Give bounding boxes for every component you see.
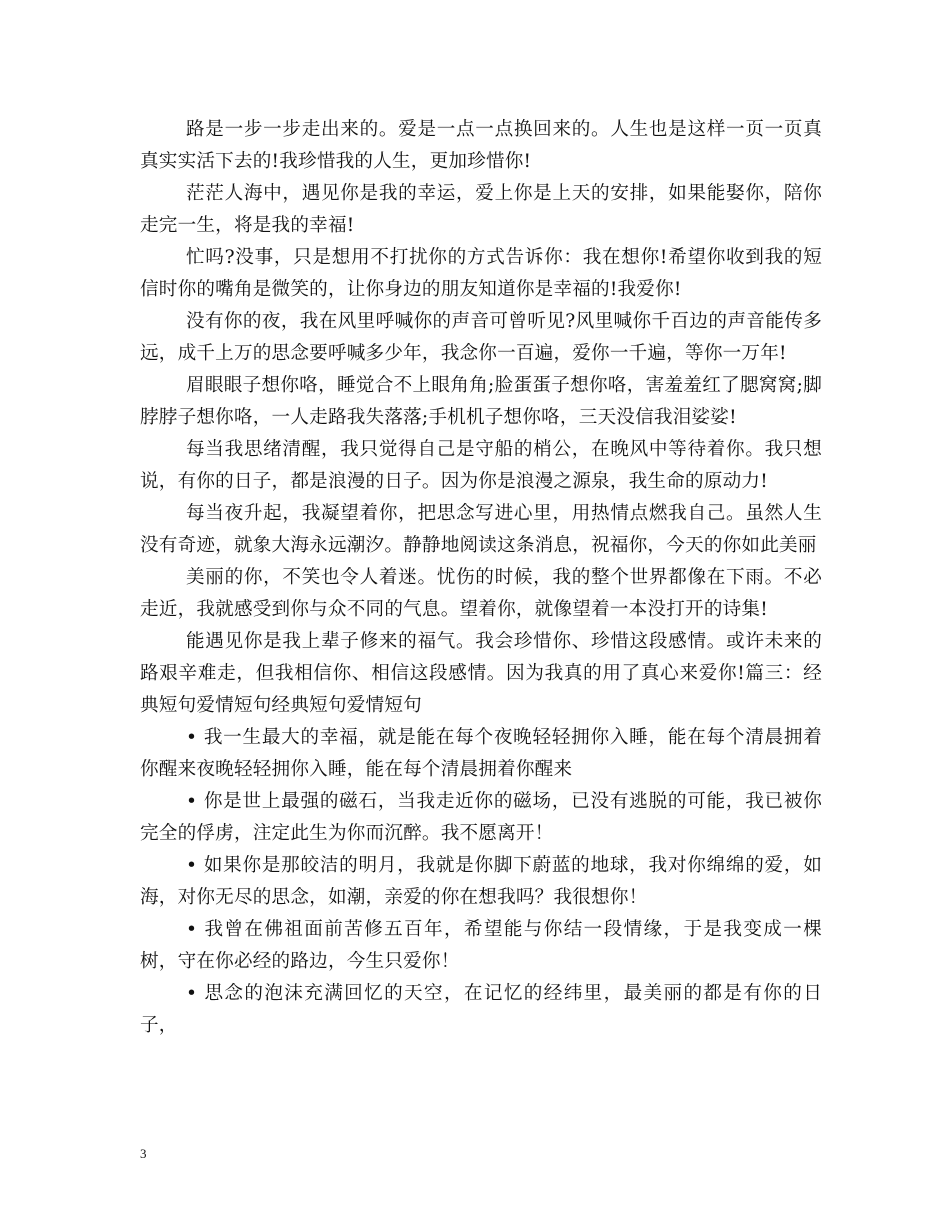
paragraph: 美丽的你，不笑也令人着迷。忧伤的时候，我的整个世界都像在下雨。不必走近，我就感受到你与众不同的气息。望着你，就像望着一本没打开的诗集! (140, 567, 822, 620)
paragraph: 每当夜升起，我凝望着你，把思念写进心里，用热情点燃我自己。虽然人生没有奇迹，就象大海永远潮汐。静静地阅读这条消息，祝福你，今天的你如此美丽 (140, 503, 822, 556)
bullet-paragraph: • 我曾在佛祖面前苦修五百年，希望能与你结一段情缘，于是我变成一棵树，守在你必经的路边，今生只爱你！ (140, 919, 822, 972)
paragraph: 没有你的夜，我在风里呼喊你的声音可曾听见?风里喊你千百边的声音能传多远，成千上万的思念要呼喊多少年，我念你一百遍，爱你一千遍，等你一万年! (140, 311, 822, 364)
document-body (140, 114, 822, 1042)
bullet-paragraph: • 你是世上最强的磁石，当我走近你的磁场，已没有逃脱的可能，我已被你完全的俘虏，注定此生为你而沉醉。我不愿离开！ (140, 791, 822, 844)
paragraph: 忙吗?没事，只是想用不打扰你的方式告诉你：我在想你!希望你收到我的短信时你的嘴角是微笑的，让你身边的朋友知道你是幸福的!我爱你! (140, 247, 822, 300)
paragraph: 眉眼眼子想你咯，睡觉合不上眼角角;脸蛋蛋子想你咯，害羞羞红了腮窝窝;脚脖脖子想你咯，一人走路我失落落;手机机子想你咯，三天没信我泪娑娑! (140, 375, 822, 428)
paragraph: 路是一步一步走出来的。爱是一点一点换回来的。人生也是这样一页一页真真实实活下去的!我珍惜我的人生，更加珍惜你! (140, 119, 822, 172)
bullet-paragraph: • 我一生最大的幸福，就是能在每个夜晚轻轻拥你入睡，能在每个清晨拥着你醒来夜晚轻轻拥你入睡，能在每个清晨拥着你醒来 (140, 727, 822, 780)
page-number: 3 (140, 1146, 147, 1161)
paragraph: 茫茫人海中，遇见你是我的幸运，爱上你是上天的安排，如果能娶你，陪你走完一生，将是我的幸福! (140, 183, 822, 236)
paragraph: 能遇见你是我上辈子修来的福气。我会珍惜你、珍惜这段感情。或许未来的路艰辛难走，但我相信你、相信这段感情。因为我真的用了真心来爱你!篇三：经典短句爱情短句经典短句爱情短句 (140, 631, 822, 716)
bullet-paragraph: • 如果你是那皎洁的明月，我就是你脚下蔚蓝的地球，我对你绵绵的爱，如海，对你无尽的思念，如潮，亲爱的你在想我吗？我很想你！ (140, 855, 822, 908)
bullet-paragraph: • 思念的泡沫充满回忆的天空，在记忆的经纬里，最美丽的都是有你的日子， (140, 983, 822, 1036)
paragraph: 每当我思绪清醒，我只觉得自己是守船的梢公，在晚风中等待着你。我只想说，有你的日子，都是浪漫的日子。因为你是浪漫之源泉，我生命的原动力! (140, 439, 822, 492)
